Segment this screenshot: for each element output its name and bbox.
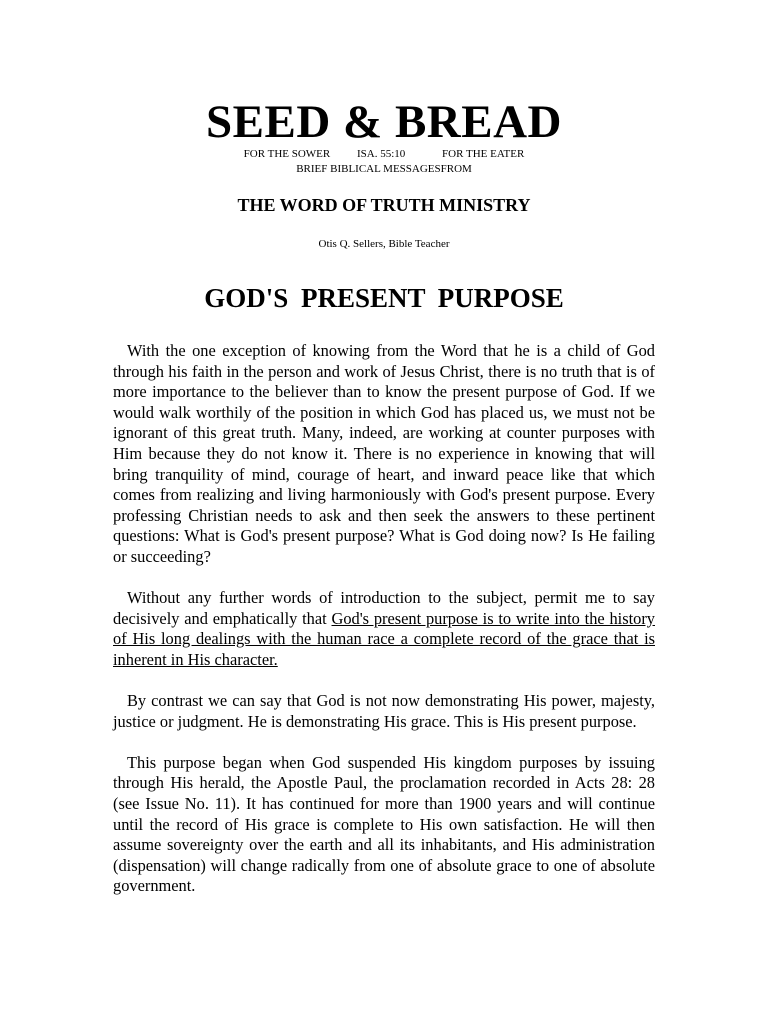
paragraph-2-underlined: God's present purpose is to write into the history of His long dealings with the human race a complete record of the grace that is inherent in His character. — [113, 608, 655, 669]
tagline-reference: ISA. 55:10 — [357, 148, 406, 160]
paragraph-1: With the one exception of knowing from the Word that he is a child of God through his faith in the person and work of Jesus Christ, there is no truth that is of more importance to the believer than to know the present purpose of God. If we would walk worthily of the position in which God has placed us, we must not be ignorant of this great truth. Many, indeed, are working at counter purposes with Him because they do not know it. There is no experience in knowing that will bring tranquility of mind, courage of heart, and inward peace like that which comes from realizing and living harmoniously with God's present purpose. Every professing Christian needs to ask and then seek the answers to these pertinent questions: What is God's present purpose? What is God doing now? Is He failing or succeeding? — [113, 341, 655, 566]
article-body — [113, 341, 655, 918]
paragraph-2 — [113, 588, 655, 670]
masthead-subtitle: BRIEF BIBLICAL MESSAGESFROM — [296, 163, 472, 175]
paragraph-3: By contrast we can say that God is not now demonstrating His power, majesty, justice or judgment. He is demonstrating His grace. This is His present purpose. — [113, 691, 655, 731]
tagline-for-sower: FOR THE SOWER — [243, 148, 331, 160]
tagline-for-eater: FOR THE EATER — [442, 148, 525, 160]
teacher-credit: Otis Q. Sellers, Bible Teacher — [318, 238, 450, 250]
masthead-tagline — [0, 147, 768, 161]
article-title: GOD'S PRESENT PURPOSE — [204, 283, 564, 313]
publication-title: SEED & BREAD — [206, 96, 562, 148]
ministry-name: THE WORD OF TRUTH MINISTRY — [237, 195, 531, 215]
paragraph-2-lead: Without any further words of introduction to the subject, permit me to say decisively and emphatically that — [113, 588, 655, 628]
paragraph-4: This purpose began when God suspended His kingdom purposes by issuing through His herald, the Apostle Paul, the proclamation recorded in Acts 28: 28 (see Issue No. 11). It has continued for more than 1900 years and will continue until the record of His grace is complete to His own satisfaction. He will then assume sovereignty over the earth and all its inhabitants, and His administration (dispensation) will change radically from one of absolute grace to one of absolute government. — [113, 752, 655, 896]
